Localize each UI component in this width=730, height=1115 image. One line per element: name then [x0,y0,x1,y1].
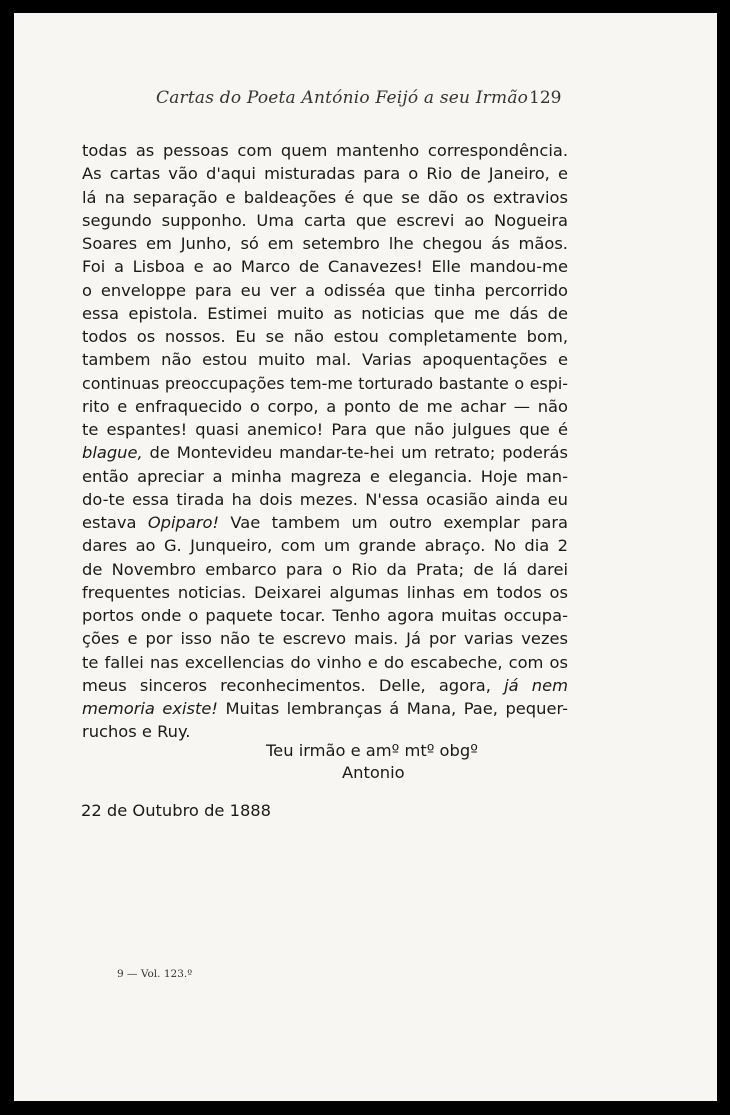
text-line: lá na separação e baldeações é que se dão os extravios [82,187,568,207]
running-title: Cartas do Poeta António Feijó a seu Irmão [156,88,529,108]
text-line: ções e por isso não te escrevo mais. Já por varias vezes [82,629,568,649]
text-line: então apreciar a minha magreza e elegancia. Hoje man- [82,466,568,486]
text-line: continuas preoccupações tem-me torturado bastante o espi- [82,373,568,393]
letter-body [82,139,568,744]
text-line: portos onde o paquete tocar. Tenho agora muitas occupa- [82,606,568,625]
signature-name: Antonio [342,763,405,782]
text-line: dares ao G. Junqueiro, com um grande abraço. No dia 2 [82,536,568,556]
letter-date: 22 de Outubro de 1888 [81,801,272,820]
text-line-with-italic [82,511,568,534]
text-line: Foi a Lisboa e ao Marco de Canavezes! Elle mandou-me [82,257,568,277]
text-line: todos os nossos. Eu se não estou completamente bom, [82,327,568,346]
text-line: te espantes! quasi anemico! Para que não julgues que é [82,420,568,439]
running-header [14,88,717,118]
text-line: As cartas vão d'aqui misturadas para o Rio de Janeiro, e [82,164,568,184]
book-page [14,13,717,1101]
text-line-with-italic [82,441,568,464]
text-line-with-italic [82,674,568,697]
line-text: estava [82,513,148,532]
text-line-with-italic [82,697,568,720]
italic-phrase: Opiparo! [147,513,220,532]
text-line: ruchos e Ruy. [82,722,191,742]
line-text: Vae tambem um outro exemplar para [219,513,568,532]
text-line: rito e enfraquecido o corpo, a ponto de me achar — não [82,396,568,416]
page-number: 129 [529,88,562,108]
text-line: segundo supponho. Uma carta que escrevi ao Nogueira [82,210,568,230]
text-line: Soares em Junho, só em setembro lhe chegou ás mãos. [82,234,568,253]
italic-phrase: já nem [504,675,568,695]
line-text: de Montevideu mandar-te-hei um retrato; poderás [142,443,568,463]
signature-mark: 9 — Vol. 123.º [117,968,193,980]
text-line: essa epistola. Estimei muito as noticias que me dás de [82,303,568,323]
line-text: meus sinceros reconhecimentos. Delle, agora, [82,675,505,695]
text-line: o enveloppe para eu ver a odisséa que tinha percorrido [82,280,568,300]
text-line: tambem não estou muito mal. Varias apoquentações e [82,350,568,370]
text-line: frequentes noticias. Deixarei algumas linhas em todos os [82,582,568,602]
italic-phrase: memoria existe! [82,699,218,718]
italic-phrase: blague, [82,443,143,463]
text-line: todas as pessoas com quem mantenho correspondência. [82,141,568,160]
closing-line: Teu irmão e amº mtº obgº [266,741,478,760]
text-line: te fallei nas excellencias do vinho e do escabeche, com os [82,652,568,672]
text-line: do-te essa tirada ha dois mezes. N'essa ocasião ainda eu [82,489,568,509]
text-line: de Novembro embarco para o Rio da Prata; de lá darei [82,559,568,579]
line-text: Muitas lembranças á Mana, Pae, pequer- [217,699,569,718]
